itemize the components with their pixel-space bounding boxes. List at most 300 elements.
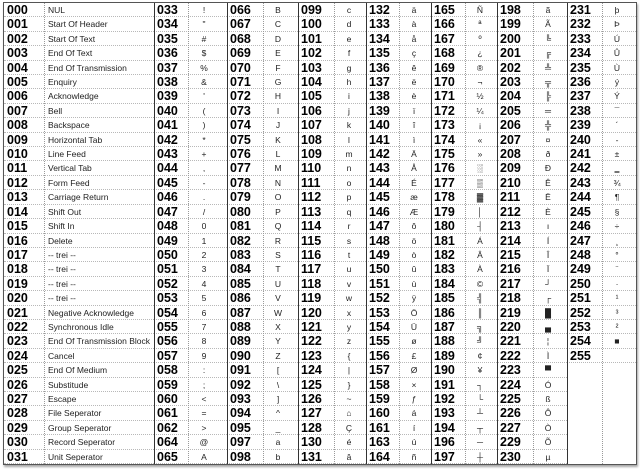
char-glyph: ß: [545, 393, 551, 404]
table-row: [4, 334, 154, 348]
table-row: [497, 248, 567, 262]
char-glyph: å: [411, 33, 417, 44]
char-glyph: Ë: [545, 192, 551, 203]
control-char-name: -- trei --: [48, 293, 76, 304]
char-glyph: ¶: [614, 192, 620, 203]
control-char-name: Shift Out: [48, 206, 82, 217]
table-row: [154, 118, 227, 132]
table-row: [298, 349, 366, 363]
control-char-name: Acknowledge: [48, 91, 99, 102]
char-code: 023: [7, 334, 28, 349]
char-code: 112: [301, 190, 322, 205]
char-glyph: û: [411, 264, 417, 275]
table-row: [154, 262, 227, 276]
char-code: 010: [7, 147, 28, 162]
char-code: 106: [301, 103, 322, 118]
char-glyph: 5: [201, 293, 207, 304]
char-code: 058: [157, 363, 178, 378]
char-code: 245: [570, 204, 591, 219]
char-glyph: ¹: [615, 293, 619, 304]
char-glyph: ,: [202, 163, 206, 174]
char-code: 230: [500, 449, 521, 464]
table-row: [298, 406, 366, 420]
char-code: 128: [301, 420, 322, 435]
table-row: [154, 46, 227, 60]
char-glyph: ┐: [476, 379, 484, 390]
table-row: [4, 205, 154, 219]
char-glyph: Ú: [613, 33, 621, 44]
char-code: 061: [157, 406, 178, 421]
column-separator: [298, 3, 299, 464]
char-glyph: m: [345, 149, 353, 160]
char-glyph: Ñ: [476, 5, 484, 15]
char-code: 071: [230, 75, 251, 90]
char-code: 006: [7, 89, 28, 104]
char-glyph: +: [201, 149, 207, 160]
char-glyph: Ê: [545, 177, 551, 188]
char-code: 201: [500, 46, 521, 61]
table-row: [298, 75, 366, 89]
table-row: [154, 320, 227, 334]
char-glyph: Ä: [411, 149, 417, 160]
char-code: 028: [7, 406, 28, 421]
char-code: 069: [230, 46, 251, 61]
table-row: [431, 118, 497, 132]
char-glyph: ╔: [544, 48, 552, 59]
char-glyph: 7: [201, 321, 207, 332]
char-code: 107: [301, 118, 322, 133]
code-glyph-divider: [465, 3, 466, 464]
char-code: 223: [500, 363, 521, 378]
table-row: [497, 219, 567, 233]
control-char-name: Unit Seperator: [48, 451, 103, 462]
char-code: 103: [301, 60, 322, 75]
table-row: [4, 378, 154, 392]
table-row: [4, 176, 154, 190]
char-glyph: z: [346, 336, 352, 347]
char-code: 002: [7, 31, 28, 46]
table-row: [431, 406, 497, 420]
char-code: 141: [369, 132, 390, 147]
char-code: 131: [301, 449, 322, 464]
table-row: [4, 219, 154, 233]
table-row: [154, 161, 227, 175]
char-code: 050: [157, 247, 178, 262]
char-glyph: L: [275, 149, 281, 160]
char-code: 194: [434, 420, 455, 435]
char-glyph: [: [276, 365, 280, 376]
table-row: [497, 378, 567, 392]
char-code: 217: [500, 276, 521, 291]
table-row: [431, 133, 497, 147]
char-code: 074: [230, 118, 251, 133]
char-glyph: ╗: [476, 321, 484, 332]
char-glyph: Ã: [545, 19, 551, 30]
column-4: [298, 3, 366, 464]
table-row: [431, 3, 497, 17]
char-glyph: O: [274, 192, 282, 203]
char-code: 219: [500, 305, 521, 320]
char-glyph: A: [201, 451, 207, 462]
char-glyph: .: [202, 192, 206, 203]
table-row: [154, 291, 227, 305]
table-row: [4, 306, 154, 320]
char-code: 086: [230, 291, 251, 306]
char-code: 116: [301, 247, 322, 262]
char-glyph: ì: [412, 134, 416, 145]
char-code: 094: [230, 406, 251, 421]
char-glyph: ñ: [411, 451, 417, 462]
char-glyph: ╦: [544, 77, 552, 88]
char-glyph: ╝: [476, 336, 484, 347]
char-glyph: %: [200, 62, 208, 73]
table-row: [4, 133, 154, 147]
char-glyph: -: [202, 177, 206, 188]
table-row: [154, 176, 227, 190]
char-glyph: Ò: [544, 422, 552, 433]
char-glyph: »: [477, 149, 483, 160]
char-glyph: r: [347, 221, 351, 232]
char-code: 075: [230, 132, 251, 147]
table-row: [431, 450, 497, 464]
char-glyph: ±: [614, 149, 620, 160]
char-glyph: H: [274, 91, 282, 102]
char-code: 244: [570, 190, 591, 205]
table-row: [154, 147, 227, 161]
control-char-name: End Of Text: [48, 48, 93, 59]
char-code: 154: [369, 319, 390, 334]
control-char-name: Form Feed: [48, 177, 90, 188]
char-code: 016: [7, 233, 28, 248]
char-code: 064: [157, 435, 178, 450]
char-glyph: ¿: [477, 48, 483, 59]
char-glyph: ö: [411, 235, 417, 246]
char-code: 247: [570, 233, 591, 248]
char-code: 040: [157, 103, 178, 118]
char-code: 186: [434, 305, 455, 320]
table-row: [4, 450, 154, 464]
char-glyph: y: [346, 321, 352, 332]
code-glyph-divider: [44, 3, 45, 464]
char-code: 251: [570, 291, 591, 306]
control-char-name: End Of Medium: [48, 365, 108, 376]
char-code: 078: [230, 175, 251, 190]
table-row: [154, 421, 227, 435]
char-code: 192: [434, 391, 455, 406]
char-code: 122: [301, 334, 322, 349]
char-glyph: º: [478, 33, 482, 44]
table-row: [154, 219, 227, 233]
char-glyph: ⌂: [346, 408, 352, 419]
char-glyph: ¯: [614, 105, 620, 116]
table-row: [298, 147, 366, 161]
char-code: 119: [301, 291, 322, 306]
char-code: 033: [157, 3, 178, 17]
char-code: 030: [7, 435, 28, 450]
char-code: 093: [230, 391, 251, 406]
char-glyph: ┼: [476, 451, 484, 462]
table-row: [298, 205, 366, 219]
char-code: 126: [301, 391, 322, 406]
table-row: [431, 248, 497, 262]
char-glyph: Z: [275, 350, 281, 361]
char-code: 060: [157, 391, 178, 406]
table-row: [497, 75, 567, 89]
table-row: [497, 421, 567, 435]
table-row: [431, 89, 497, 103]
char-glyph: │: [477, 206, 483, 217]
table-row: [497, 277, 567, 291]
char-glyph: ▓: [476, 192, 484, 203]
table-row: [431, 291, 497, 305]
table-row: [497, 320, 567, 334]
table-row: [298, 61, 366, 75]
char-code: 083: [230, 247, 251, 262]
char-glyph: â: [346, 451, 352, 462]
table-row: [497, 262, 567, 276]
char-code: 027: [7, 391, 28, 406]
char-glyph: ¸: [615, 235, 619, 246]
column-separator: [497, 3, 498, 464]
char-glyph: └: [476, 393, 484, 404]
column-1: [4, 3, 154, 464]
char-glyph: U: [274, 278, 282, 289]
table-row: [497, 3, 567, 17]
char-glyph: ┴: [476, 408, 484, 419]
char-code: 049: [157, 233, 178, 248]
char-code: 249: [570, 262, 591, 277]
table-row: [298, 161, 366, 175]
char-code: 031: [7, 449, 28, 464]
char-glyph: Æ: [409, 206, 419, 217]
char-glyph: Ç: [345, 422, 353, 433]
char-glyph: ▒: [476, 177, 484, 188]
table-row: [431, 32, 497, 46]
char-glyph: E: [275, 48, 281, 59]
char-code: 250: [570, 276, 591, 291]
char-code: 197: [434, 449, 455, 464]
table-row: [298, 89, 366, 103]
table-row: [431, 334, 497, 348]
char-code: 180: [434, 219, 455, 234]
char-code: 001: [7, 17, 28, 32]
char-glyph: Û: [613, 48, 621, 59]
char-glyph: W: [273, 307, 283, 318]
control-char-name: Escape: [48, 393, 77, 404]
table-row: [298, 262, 366, 276]
char-glyph: Y: [275, 336, 281, 347]
char-glyph: f: [347, 48, 351, 59]
char-glyph: ^: [276, 408, 280, 419]
char-glyph: Þ: [614, 19, 620, 30]
table-row: [4, 161, 154, 175]
char-code: 029: [7, 420, 28, 435]
column-separator: [431, 3, 432, 464]
char-code: 014: [7, 204, 28, 219]
char-glyph: ÿ: [411, 293, 417, 304]
table-row: [497, 161, 567, 175]
char-code: 099: [301, 3, 322, 17]
char-code: 118: [301, 276, 322, 291]
char-glyph: S: [275, 249, 281, 260]
char-code: 172: [434, 103, 455, 118]
char-code: 005: [7, 75, 28, 90]
char-glyph: -: [615, 134, 619, 145]
control-char-name: Backspace: [48, 120, 90, 131]
char-code: 157: [369, 363, 390, 378]
char-code: 082: [230, 233, 251, 248]
char-glyph: Á: [477, 235, 483, 246]
char-code: 163: [369, 435, 390, 450]
column-separator: [366, 3, 367, 464]
char-code: 168: [434, 46, 455, 61]
table-row: [154, 190, 227, 204]
char-glyph: I: [276, 105, 280, 116]
char-glyph: ╩: [544, 62, 552, 73]
ascii-table: [3, 2, 637, 465]
table-row: [4, 291, 154, 305]
char-glyph: #: [201, 33, 207, 44]
table-row: [497, 118, 567, 132]
table-row: [431, 161, 497, 175]
char-code: 084: [230, 262, 251, 277]
char-code: 022: [7, 319, 28, 334]
char-code: 138: [369, 89, 390, 104]
char-glyph: ▄: [544, 321, 552, 332]
char-code: 182: [434, 247, 455, 262]
char-code: 139: [369, 103, 390, 118]
char-code: 039: [157, 89, 178, 104]
char-glyph: ╣: [476, 293, 484, 304]
char-code: 209: [500, 161, 521, 176]
char-glyph: $: [201, 48, 207, 59]
char-glyph: ▀: [544, 365, 552, 376]
char-code: 215: [500, 247, 521, 262]
char-glyph: ã: [545, 5, 551, 15]
char-code: 204: [500, 89, 521, 104]
table-row: [497, 234, 567, 248]
char-glyph: N: [274, 177, 282, 188]
char-code: 179: [434, 204, 455, 219]
char-glyph: 2: [201, 249, 207, 260]
char-code: 065: [157, 449, 178, 464]
table-row: [4, 349, 154, 363]
char-glyph: \: [276, 379, 280, 390]
table-row: [431, 421, 497, 435]
char-code: 108: [301, 132, 322, 147]
char-glyph: w: [345, 293, 353, 304]
char-code: 073: [230, 103, 251, 118]
char-glyph: D: [274, 33, 282, 44]
char-glyph: ½: [476, 91, 484, 102]
code-glyph-divider: [334, 3, 335, 464]
char-code: 067: [230, 17, 251, 32]
table-row: [154, 435, 227, 449]
char-code: 212: [500, 204, 521, 219]
char-glyph: q: [346, 206, 352, 217]
char-glyph: F: [275, 62, 281, 73]
char-glyph: t: [347, 249, 351, 260]
table-row: [497, 17, 567, 31]
table-row: [298, 306, 366, 320]
char-glyph: ô: [411, 221, 417, 232]
char-glyph: Ó: [544, 379, 552, 390]
char-glyph: &: [201, 77, 207, 88]
char-glyph: µ: [545, 451, 551, 462]
char-code: 231: [570, 3, 591, 17]
table-row: [154, 248, 227, 262]
char-code: 047: [157, 204, 178, 219]
table-row: [431, 306, 497, 320]
table-row: [497, 176, 567, 190]
char-glyph: ´: [615, 120, 619, 131]
char-code: 009: [7, 132, 28, 147]
char-glyph: ;: [202, 379, 206, 390]
char-code: 229: [500, 435, 521, 450]
char-code: 224: [500, 377, 521, 392]
char-code: 242: [570, 161, 591, 176]
control-char-name: Start Of Text: [48, 33, 96, 44]
char-code: 199: [500, 17, 521, 32]
char-code: 203: [500, 75, 521, 90]
table-row: [4, 234, 154, 248]
char-code: 055: [157, 319, 178, 334]
table-row: [4, 118, 154, 132]
char-glyph: §: [614, 206, 620, 217]
char-glyph: /: [202, 206, 206, 217]
char-glyph: Ð: [544, 163, 552, 174]
char-code: 158: [369, 377, 390, 392]
char-glyph: K: [275, 134, 281, 145]
char-code: 133: [369, 17, 390, 32]
char-glyph: ú: [411, 437, 417, 448]
char-code: 044: [157, 161, 178, 176]
char-code: 240: [570, 132, 591, 147]
control-char-name: Line Feed: [48, 149, 86, 160]
table-row: [431, 277, 497, 291]
char-glyph: ÷: [614, 221, 620, 232]
control-char-name: End Of Transmission: [48, 62, 127, 73]
table-row: [431, 205, 497, 219]
control-char-name: -- trei --: [48, 249, 76, 260]
table-row: [4, 32, 154, 46]
char-glyph: ø: [411, 336, 417, 347]
table-row: [431, 46, 497, 60]
char-glyph: :: [202, 365, 206, 376]
table-row: [431, 219, 497, 233]
char-code: 000: [7, 3, 28, 17]
char-glyph: æ: [410, 192, 418, 203]
table-row: [4, 421, 154, 435]
table-row: [154, 349, 227, 363]
char-code: 068: [230, 31, 251, 46]
table-row: [431, 363, 497, 377]
table-row: [298, 176, 366, 190]
char-glyph: X: [275, 321, 281, 332]
table-row: [154, 75, 227, 89]
table-row: [4, 61, 154, 75]
char-code: 019: [7, 276, 28, 291]
char-code: 003: [7, 46, 28, 61]
table-row: [497, 89, 567, 103]
table-row: [154, 3, 227, 17]
char-code: 160: [369, 406, 390, 421]
char-glyph: É: [411, 177, 417, 188]
table-row: [154, 17, 227, 31]
column-6: [431, 3, 497, 464]
char-code: 241: [570, 147, 591, 162]
char-code: 177: [434, 175, 455, 190]
